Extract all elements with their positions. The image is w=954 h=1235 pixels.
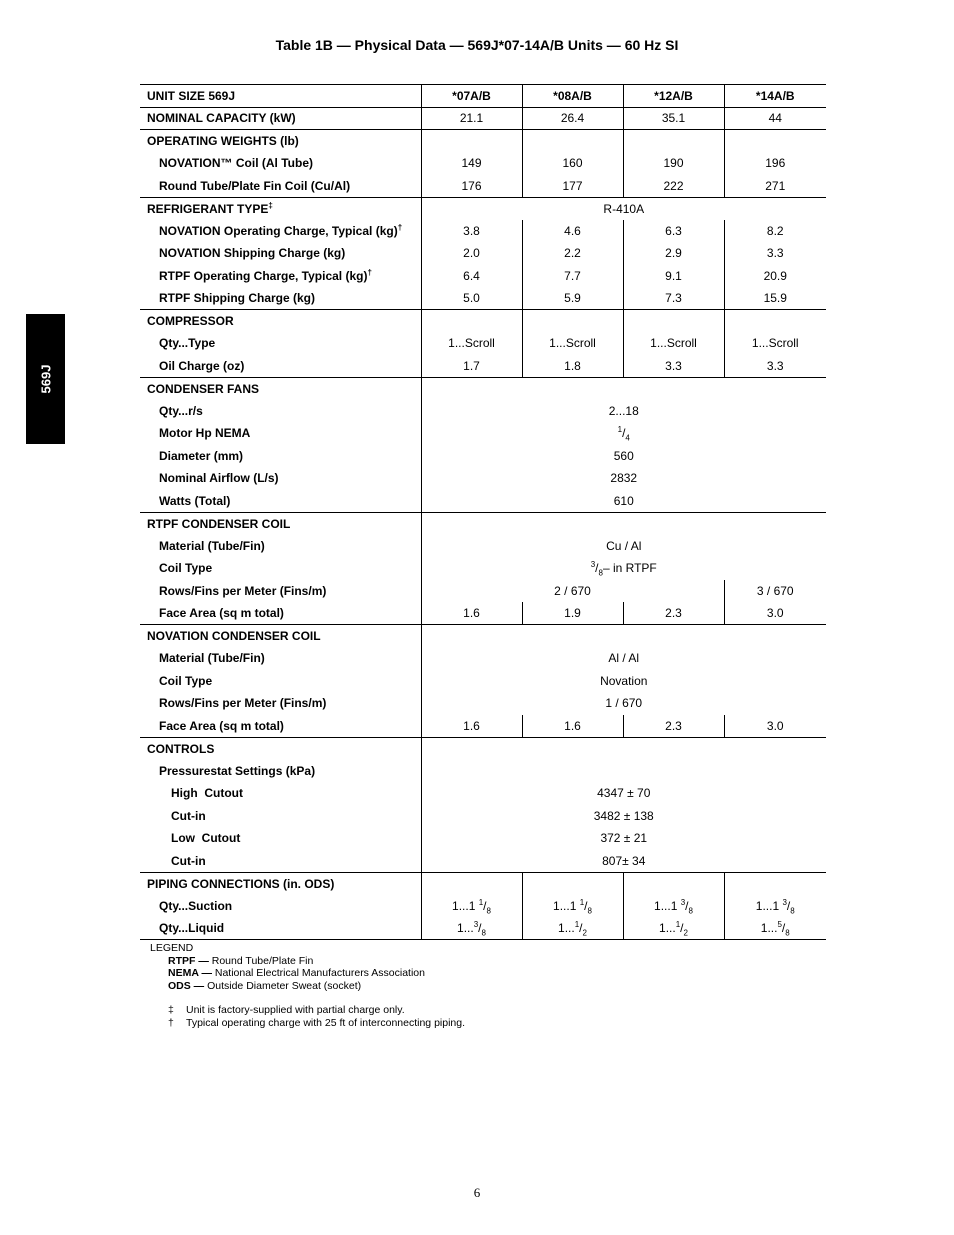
- table-row: [140, 805, 826, 828]
- table-row: [140, 737, 826, 760]
- cell: 5.0: [421, 287, 522, 310]
- row-label: Cut-in: [140, 850, 421, 873]
- cell: 1...Scroll: [724, 332, 826, 355]
- row-label: Face Area (sq m total): [140, 602, 421, 625]
- table-row: [140, 692, 826, 715]
- cell: 190: [623, 152, 724, 175]
- dagger-mark: †: [397, 222, 403, 232]
- row-label: Material (Tube/Fin): [159, 651, 265, 666]
- legend-item: NEMA — National Electrical Manufacturers Association: [168, 967, 425, 980]
- cell: 8.2: [724, 220, 826, 243]
- cell: 1...1 $^1/_8$: [522, 895, 623, 918]
- cell: 372 ± 21: [421, 827, 826, 850]
- cell: 1...1 $^3/_8$: [724, 895, 826, 918]
- cell: 6.3: [623, 220, 724, 243]
- row-label: Coil Type: [159, 561, 213, 576]
- footnote: ‡ Unit is factory-supplied with partial charge only.: [168, 1004, 405, 1016]
- table-row: [140, 850, 826, 873]
- section-heading: CONTROLS: [147, 741, 215, 756]
- cell: 15.9: [724, 287, 826, 310]
- cell: 149: [421, 152, 522, 175]
- table-row: [140, 872, 826, 895]
- cell: 1...1 $^3/_8$: [623, 895, 724, 918]
- page-title: Table 1B — Physical Data — 569J*07-14A/B Units — 60 Hz SI: [275, 37, 679, 53]
- row-label: NOVATION™ Coil (Al Tube): [159, 156, 313, 171]
- table-row: [140, 332, 826, 355]
- table-row: [140, 512, 826, 535]
- header-col: *08A/B: [522, 85, 623, 108]
- row-label: Pressurestat Settings (kPa): [159, 763, 316, 778]
- cell: 3.3: [724, 242, 826, 265]
- table-row: [140, 557, 826, 580]
- cell: 3482 ± 138: [421, 805, 826, 828]
- cell: 2.3: [623, 602, 724, 625]
- table-row: [140, 535, 826, 558]
- cell: 3.0: [724, 602, 826, 625]
- table-row: [140, 197, 826, 220]
- cell: 176: [421, 175, 522, 198]
- cell: 1 / 670: [421, 692, 826, 715]
- cell: Novation: [421, 670, 826, 693]
- cell: 1.6: [421, 602, 522, 625]
- header-col: *14A/B: [724, 85, 826, 108]
- cell: 271: [724, 175, 826, 198]
- cell: 5.9: [522, 287, 623, 310]
- cell: $1...^1/_2$: [623, 917, 724, 940]
- table-row: [140, 917, 826, 940]
- table-row: [140, 670, 826, 693]
- table-row: [140, 287, 826, 310]
- table-row: [140, 220, 826, 243]
- cell: 44: [724, 107, 826, 130]
- cell: R-410A: [421, 197, 826, 220]
- header-col: *07A/B: [421, 85, 522, 108]
- page-number: 6: [473, 1185, 481, 1200]
- row-label: Qty...Suction: [159, 898, 233, 913]
- footnotes: [168, 1004, 465, 1029]
- cell: 2 / 670: [421, 580, 724, 603]
- cell: 7.3: [623, 287, 724, 310]
- cell: 1.9: [522, 602, 623, 625]
- cell: 7.7: [522, 265, 623, 288]
- dagger-mark: †: [367, 267, 372, 277]
- cell: 1.6: [421, 715, 522, 738]
- cell: 177: [522, 175, 623, 198]
- row-label: Rows/Fins per Meter (Fins/m): [159, 696, 327, 711]
- section-heading: COMPRESSOR: [147, 314, 234, 328]
- cell: 3.0: [724, 715, 826, 738]
- table-row: [140, 490, 826, 513]
- cell: 4347 ± 70: [421, 782, 826, 805]
- side-tab-label: 569J: [38, 364, 53, 394]
- section-heading: PIPING CONNECTIONS (in. ODS): [147, 876, 335, 891]
- table-row: [140, 355, 826, 378]
- cell: 160: [522, 152, 623, 175]
- table-row: [140, 107, 826, 130]
- table-row: [140, 265, 826, 288]
- row-label: RTPF Operating Charge, Typical (kg)†: [159, 267, 372, 283]
- cell: 1.6: [522, 715, 623, 738]
- cell: 560: [421, 445, 826, 468]
- cell: $^1/_4$: [421, 422, 826, 445]
- row-label: High Cutout: [171, 786, 243, 801]
- footnote: † Typical operating charge with 25 ft of interconnecting piping.: [168, 1016, 466, 1029]
- row-label: Face Area (sq m total): [140, 715, 421, 738]
- section-heading: OPERATING WEIGHTS (lb): [147, 134, 299, 148]
- row-label: Qty...r/s: [159, 403, 203, 418]
- cell: $^3/_8-$ in RTPF: [421, 557, 826, 580]
- cell: Al / Al: [421, 647, 826, 670]
- double-dagger-mark: ‡: [268, 200, 273, 210]
- cell: 4.6: [522, 220, 623, 243]
- table-row: [140, 580, 826, 603]
- table-row: [140, 400, 826, 423]
- cell: Cu / Al: [421, 535, 826, 558]
- row-label: Qty...Liquid: [140, 917, 421, 940]
- row-label: Cut-in: [171, 808, 206, 823]
- legend-item: RTPF — Round Tube/Plate Fin: [168, 954, 314, 967]
- cell: $1...^5/_8$: [724, 917, 826, 940]
- row-label: Diameter (mm): [159, 448, 244, 463]
- table-row: [140, 647, 826, 670]
- cell: 807± 34: [421, 850, 826, 873]
- header-label: UNIT SIZE 569J: [140, 85, 421, 108]
- row-label: Qty...Type: [159, 336, 216, 351]
- cell: 9.1: [623, 265, 724, 288]
- row-label: NOMINAL CAPACITY (kW): [140, 107, 421, 130]
- row-label: Nominal Airflow (L/s): [159, 471, 279, 486]
- row-label: Motor Hp NEMA: [159, 426, 251, 441]
- table-row: [140, 310, 826, 333]
- header-col: *12A/B: [623, 85, 724, 108]
- table-row: [140, 602, 826, 625]
- table-row: [140, 625, 826, 648]
- cell: 20.9: [724, 265, 826, 288]
- section-heading: CONDENSER FANS: [147, 381, 260, 396]
- header-row: [140, 85, 826, 108]
- table-row: [140, 467, 826, 490]
- row-label: Oil Charge (oz): [140, 355, 421, 378]
- row-label: Rows/Fins per Meter (Fins/m): [159, 583, 327, 598]
- table-row: [140, 782, 826, 805]
- table-row: [140, 760, 826, 783]
- table-row: [140, 895, 826, 918]
- cell: 1...Scroll: [623, 332, 724, 355]
- cell: 26.4: [522, 107, 623, 130]
- legend-heading: LEGEND: [150, 942, 194, 954]
- cell: 3.3: [623, 355, 724, 378]
- cell: $1...^1/_2$: [522, 917, 623, 940]
- cell: $1...^3/_8$: [421, 917, 522, 940]
- cell: 2.2: [522, 242, 623, 265]
- table-row: [140, 130, 826, 153]
- cell: 3 / 670: [724, 580, 826, 603]
- cell: 610: [421, 490, 826, 513]
- cell: 3.8: [421, 220, 522, 243]
- section-heading: NOVATION CONDENSER COIL: [147, 629, 321, 643]
- table-row: [140, 827, 826, 850]
- table-row: [140, 175, 826, 198]
- cell: 1...Scroll: [522, 332, 623, 355]
- table-row: [140, 152, 826, 175]
- row-label: Low Cutout: [171, 831, 241, 846]
- section-heading: RTPF CONDENSER COIL: [147, 516, 291, 531]
- cell: 6.4: [421, 265, 522, 288]
- side-tab: [26, 314, 65, 444]
- cell: 1...Scroll: [421, 332, 522, 355]
- table-row: [140, 422, 826, 445]
- row-label: NOVATION Shipping Charge (kg): [159, 246, 346, 261]
- cell: 222: [623, 175, 724, 198]
- cell: 2.9: [623, 242, 724, 265]
- cell: 1...1 $^1/_8$: [421, 895, 522, 918]
- legend: [150, 942, 425, 992]
- table-row: [140, 242, 826, 265]
- section-heading: REFRIGERANT TYPE‡: [147, 200, 273, 216]
- cell: 2.0: [421, 242, 522, 265]
- table-row: [140, 377, 826, 400]
- cell: 2832: [421, 467, 826, 490]
- row-label: Coil Type: [159, 673, 213, 688]
- table-row: [140, 445, 826, 468]
- row-label: RTPF Shipping Charge (kg): [140, 287, 421, 310]
- physical-data-table: [140, 84, 826, 940]
- row-label: Material (Tube/Fin): [159, 538, 265, 553]
- legend-item: ODS — Outside Diameter Sweat (socket): [168, 979, 362, 992]
- cell: 2...18: [421, 400, 826, 423]
- cell: 2.3: [623, 715, 724, 738]
- table-row: [140, 715, 826, 738]
- row-label: Watts (Total): [140, 490, 421, 513]
- cell: 1.7: [421, 355, 522, 378]
- cell: 21.1: [421, 107, 522, 130]
- cell: 1.8: [522, 355, 623, 378]
- row-label: Round Tube/Plate Fin Coil (Cu/Al): [140, 175, 421, 198]
- cell: 35.1: [623, 107, 724, 130]
- row-label: NOVATION Operating Charge, Typical (kg)†: [159, 222, 403, 238]
- cell: 196: [724, 152, 826, 175]
- cell: 3.3: [724, 355, 826, 378]
